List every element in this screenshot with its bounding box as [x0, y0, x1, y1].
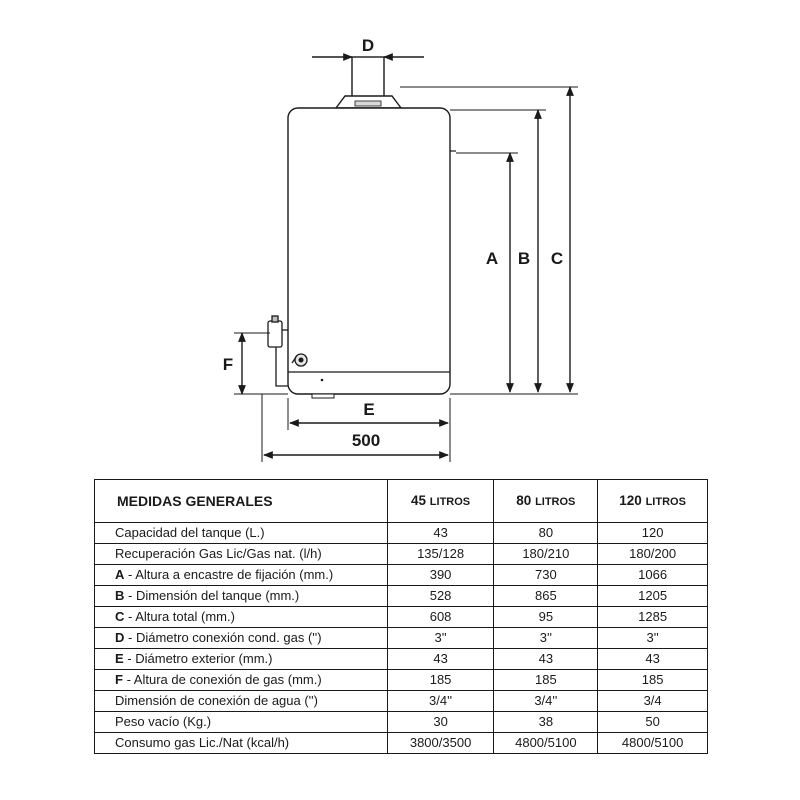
row-value: 43 — [387, 523, 494, 544]
row-value: 185 — [598, 670, 708, 691]
row-value: 1205 — [598, 586, 708, 607]
row-label — [95, 733, 388, 754]
row-code: C — [115, 609, 125, 624]
row-value: 3'' — [494, 628, 598, 649]
table-row — [95, 586, 708, 607]
row-value: 528 — [387, 586, 494, 607]
row-value: 185 — [387, 670, 494, 691]
row-label — [95, 607, 388, 628]
table-row — [95, 544, 708, 565]
row-label-text: Capacidad del tanque (L.) — [115, 525, 265, 540]
table-row — [95, 523, 708, 544]
row-value: 43 — [598, 649, 708, 670]
label-c: C — [550, 249, 564, 268]
row-label-text: Recuperación Gas Lic/Gas nat. (l/h) — [115, 546, 322, 561]
row-code: F — [115, 672, 123, 687]
row-label — [95, 670, 388, 691]
row-code: B — [115, 588, 125, 603]
label-d: D — [361, 36, 375, 55]
row-label-text: - Diámetro conexión cond. gas ('') — [128, 630, 322, 645]
table-row — [95, 670, 708, 691]
row-value: 185 — [494, 670, 598, 691]
row-value: 608 — [387, 607, 494, 628]
row-code: D — [115, 630, 125, 645]
table-row — [95, 649, 708, 670]
row-label-text: - Dimensión del tanque (mm.) — [128, 588, 300, 603]
row-code: E — [115, 651, 124, 666]
flue-pipe — [352, 57, 384, 99]
table-row — [95, 607, 708, 628]
row-value: 38 — [494, 712, 598, 733]
row-value: 390 — [387, 565, 494, 586]
row-value: 43 — [387, 649, 494, 670]
tank-body — [288, 108, 450, 394]
table-body — [95, 523, 708, 754]
row-label-text: Dimensión de conexión de agua ('') — [115, 693, 318, 708]
column-header-80: 80 LITROS — [494, 480, 598, 523]
row-label — [95, 523, 388, 544]
row-value: 730 — [494, 565, 598, 586]
row-value: 43 — [494, 649, 598, 670]
row-label-text: - Altura a encastre de fijación (mm.) — [128, 567, 334, 582]
row-label — [95, 691, 388, 712]
row-value: 30 — [387, 712, 494, 733]
row-value: 3800/3500 — [387, 733, 494, 754]
row-value: 135/128 — [387, 544, 494, 565]
row-label — [95, 544, 388, 565]
heater-body — [288, 57, 456, 398]
row-value: 95 — [494, 607, 598, 628]
row-label — [95, 649, 388, 670]
row-value: 50 — [598, 712, 708, 733]
row-value: 180/210 — [494, 544, 598, 565]
row-label — [95, 628, 388, 649]
row-label — [95, 712, 388, 733]
row-value: 4800/5100 — [494, 733, 598, 754]
row-value: 3/4 — [598, 691, 708, 712]
row-label-text: - Altura total (mm.) — [128, 609, 235, 624]
label-e: E — [363, 400, 375, 419]
general-dimensions-table — [94, 479, 708, 754]
column-header-45: 45 LITROS — [387, 480, 494, 523]
row-value: 3'' — [387, 628, 494, 649]
row-value: 3'' — [598, 628, 708, 649]
row-value: 80 — [494, 523, 598, 544]
table-row — [95, 712, 708, 733]
row-value: 4800/5100 — [598, 733, 708, 754]
label-width: 500 — [351, 431, 381, 450]
row-label-text: - Altura de conexión de gas (mm.) — [126, 672, 322, 687]
row-label-text: - Diámetro exterior (mm.) — [127, 651, 273, 666]
table-header-row — [95, 480, 708, 523]
row-value: 3/4'' — [494, 691, 598, 712]
row-value: 1285 — [598, 607, 708, 628]
label-b: B — [517, 249, 531, 268]
row-value: 3/4'' — [387, 691, 494, 712]
column-header-120: 120 LITROS — [598, 480, 708, 523]
row-label-text: Consumo gas Lic./Nat (kcal/h) — [115, 735, 290, 750]
row-value: 1066 — [598, 565, 708, 586]
row-value: 865 — [494, 586, 598, 607]
row-label-text: Peso vacío (Kg.) — [115, 714, 212, 729]
row-value: 180/200 — [598, 544, 708, 565]
row-label — [95, 565, 388, 586]
table-row — [95, 628, 708, 649]
row-value: 120 — [598, 523, 708, 544]
table-row — [95, 691, 708, 712]
table-title: MEDIDAS GENERALES — [95, 480, 388, 523]
row-code: A — [115, 567, 125, 582]
table-row — [95, 733, 708, 754]
row-label — [95, 586, 388, 607]
label-a: A — [485, 249, 499, 268]
table-row — [95, 565, 708, 586]
label-f: F — [222, 355, 234, 374]
